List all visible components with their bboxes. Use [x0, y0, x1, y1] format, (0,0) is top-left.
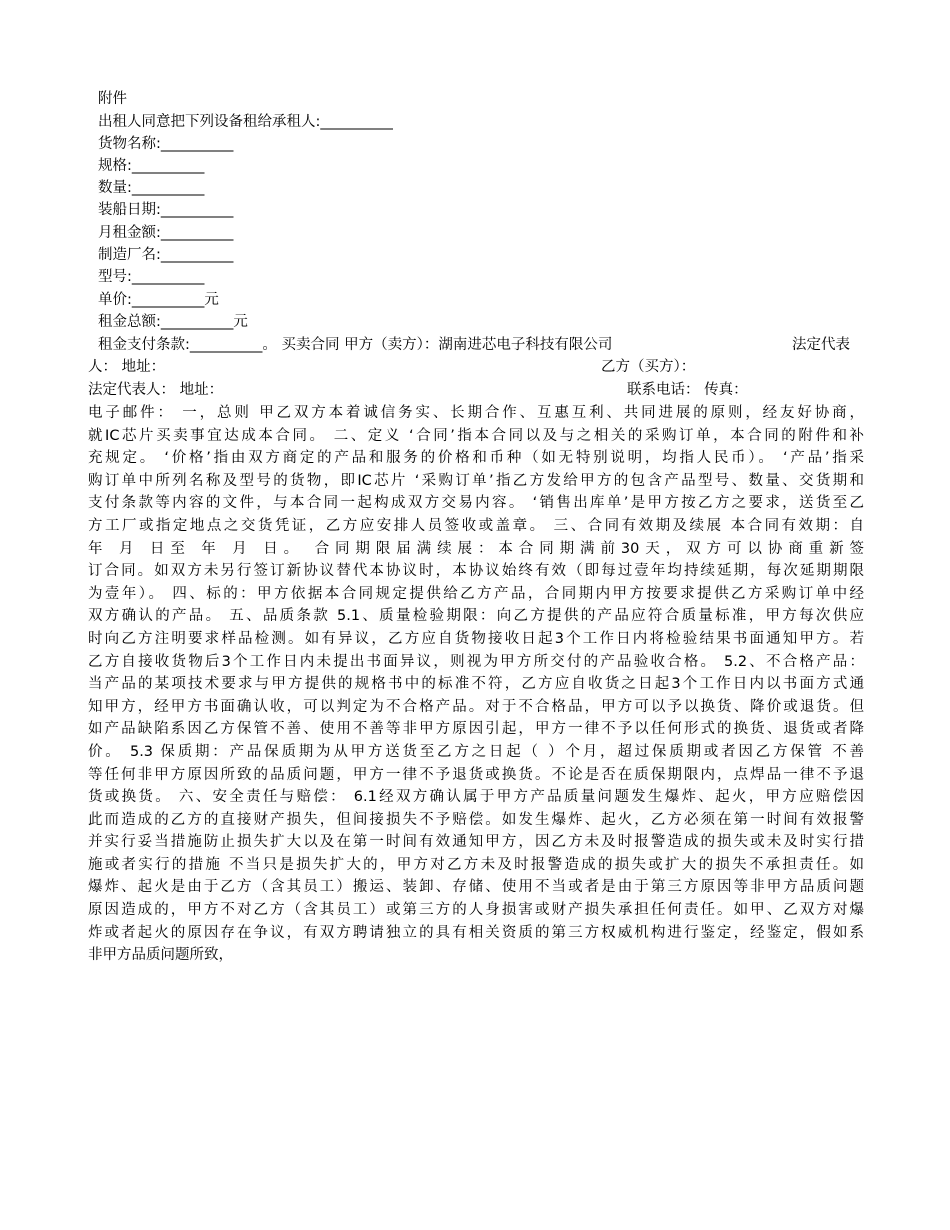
body-line: 价。 5.3 保质期：产品保质期为从甲方送货至乙方之日起（ ）个月，超过保质期或者因乙方保管 不善	[88, 743, 864, 760]
buyer-label: 乙方（买方）：	[601, 359, 696, 375]
field-unit-price: 单价:__________元	[98, 292, 219, 308]
body-line: 知甲方，经甲方书面确认收，可以判定为不合格产品。对于不合格品，甲方可以予以换货、降价或退货。但	[88, 698, 864, 715]
field-quantity: 数量:__________	[98, 180, 205, 196]
body-line: 非甲方品质问题所致，	[88, 947, 233, 964]
body-line: 电子邮件： 一，总则 甲乙双方本着诚信务实、长期合作、互惠互利、共同进展的原则，经友好协商，	[88, 405, 864, 421]
body-line: 时向乙方注明要求样品检测。如有异议，乙方应自货物接收日起3个工作日内将检验结果书面通知甲方。若	[88, 630, 864, 647]
body-line: 支付条款等内容的文件，与本合同一起构成双方交易内容。 ‘销售出库单’是甲方按乙方之要求，送货至乙	[88, 495, 864, 512]
seller-address-line: 人： 地址：	[88, 359, 166, 375]
body-line: 当产品的某项技术要求与甲方提供的规格书中的标准不符，乙方应自收货之日起3个工作日内以书面方式通	[88, 676, 864, 693]
field-manufacturer: 制造厂名:__________	[98, 247, 234, 263]
body-line: 为壹年）。 四、标的：甲方依据本合同规定提供给乙方产品，合同期内甲方按要求提供乙方采购订单中经	[88, 585, 864, 602]
field-specification: 规格:__________	[98, 158, 205, 174]
payment-terms-line: 租金支付条款:__________。 买卖合同 甲方（卖方）：湖南进芯电子科技有限公司	[98, 337, 613, 353]
contact-fax-line: 联系电话： 传真：	[627, 382, 748, 398]
field-model: 型号:__________	[98, 269, 205, 285]
body-line: 施或者实行的措施 不当只是损失扩大的，甲方对乙方未及时报警造成的损失或扩大的损失不承担责任。如	[88, 856, 864, 873]
field-goods-name: 货物名称:__________	[98, 136, 234, 152]
body-line: 原因造成的，甲方不对乙方（含其员工）或第三方的人身损害或财产损失承担任何责任。如甲、乙双方对爆	[88, 902, 864, 919]
body-line: 等任何非甲方原因所致的品质问题，甲方一律不予退货或换货。不论是否在质保期限内，点焊品一律不予退	[88, 766, 864, 783]
legal-rep-label: 法定代表	[792, 337, 850, 353]
contract-body	[88, 402, 864, 967]
field-lessor-statement: 出租人同意把下列设备租给承租人:__________	[98, 114, 393, 130]
body-line: 并实行妥当措施防止损失扩大以及在第一时间有效通知甲方，因乙方未及时报警造成的损失或未及时实行措	[88, 834, 864, 851]
body-line: 购订单中所列名称及型号的货物，即IC芯片 ‘采购订单’指乙方发给甲方的包含产品型号、数量、交货期和	[88, 472, 864, 489]
field-shipping-date: 装船日期:__________	[98, 202, 234, 218]
body-line: 炸或者起火的原因存在争议，有双方聘请独立的具有相关资质的第三方权威机构进行鉴定，经鉴定，假如系	[88, 924, 864, 941]
field-monthly-rent: 月租金额:__________	[98, 225, 234, 241]
body-line: 货或换货。 六、安全责任与赔偿： 6.1经双方确认属于甲方产品质量问题发生爆炸、起火，甲方应赔偿因	[88, 789, 864, 806]
body-line: 如产品缺陷系因乙方保管不善、使用不善等非甲方原因引起，甲方一律不予以任何形式的换货、退货或者降	[88, 721, 864, 738]
body-line: 此而造成的乙方的直接财产损失，但间接损失不予赔偿。如发生爆炸、起火，乙方必须在第一时间有效报警	[88, 811, 864, 828]
attachment-title: 附件	[98, 91, 127, 107]
body-line: 充规定。 ‘价格’指由双方商定的产品和服务的价格和币种（如无特别说明，均指人民币）。 ‘产品’指采	[88, 450, 864, 467]
buyer-rep-address-line: 法定代表人： 地址：	[88, 382, 224, 398]
body-line: 订合同。如双方未另行签订新协议替代本协议时，本协议始终有效（即每过壹年均持续延期，每次延期期限	[88, 563, 864, 580]
body-line: 爆炸、起火是由于乙方（含其员工）搬运、装卸、存储、使用不当或者是由于第三方原因等非甲方品质问题	[88, 879, 864, 896]
body-line: 就IC芯片买卖事宜达成本合同。 二、定义 ‘合同’指本合同以及与之相关的采购订单，本合同的附件和补	[88, 427, 864, 444]
body-line: 双方确认的产品。 五、品质条款 5.1、质量检验期限：向乙方提供的产品应符合质量标准，甲方每次供应	[88, 608, 864, 625]
body-line: 年 月 日至 年 月 日。 合同期限届满续展：本合同期满前30天，双方可以协商重新签	[88, 540, 864, 557]
body-line: 方工厂或指定地点之交货凭证，乙方应安排人员签收或盖章。 三、合同有效期及续展 本合同有效期：自	[88, 517, 864, 534]
field-total-rent: 租金总额:__________元	[98, 314, 248, 330]
body-line: 乙方自接收货物后3个工作日内未提出书面异议，则视为甲方所交付的产品验收合格。 5.2、不合格产品：	[88, 653, 864, 670]
